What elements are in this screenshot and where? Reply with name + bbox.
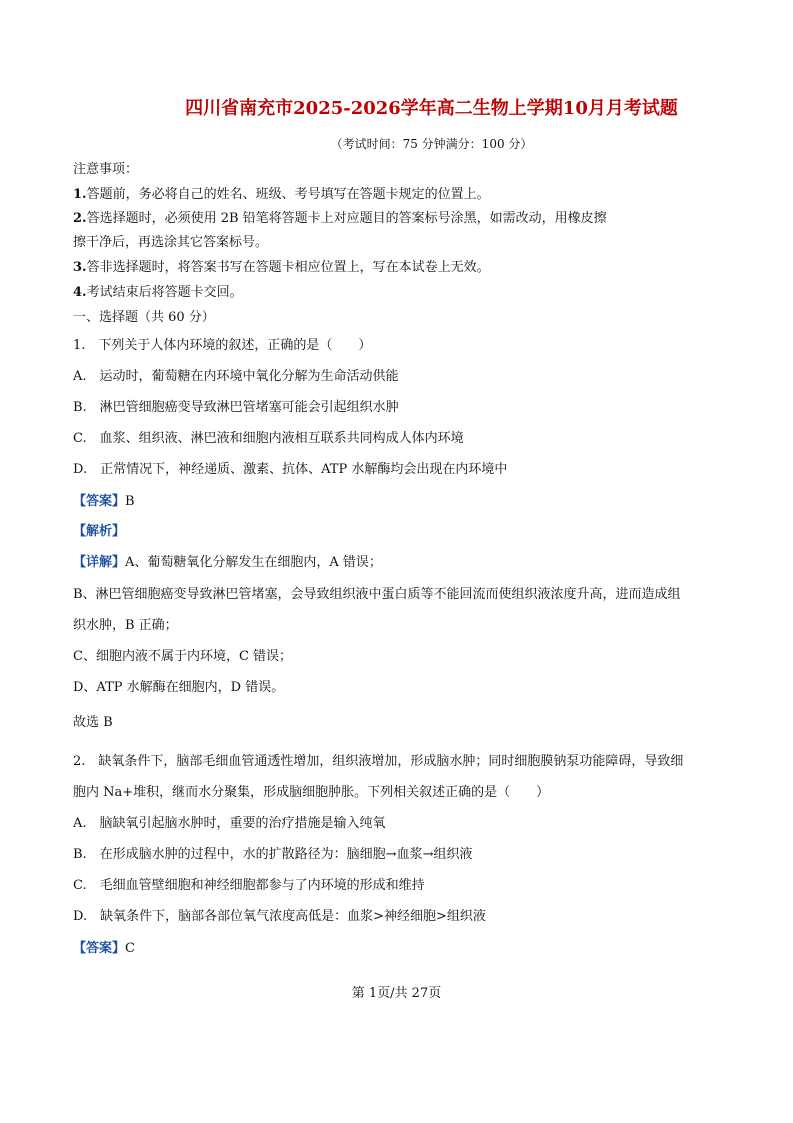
question-1-detail-line: 织水肿，B 正确； [73,618,178,633]
note-item: 4.考试结束后将答题卡交回。 [73,285,243,300]
question-2-option-b: B. 在形成脑水肿的过程中，水的扩散路径为：脑细胞→血浆→组织液 [73,847,473,862]
question-1-option-a: A. 运动时，葡萄糖在内环境中氧化分解为生命活动供能 [73,369,399,384]
question-2-stem-line: 2. 缺氧条件下，脑部毛细血管通透性增加，组织液增加，形成脑水肿；同时细胞膜钠泵功能障碍，导致细 [73,754,684,769]
exam-info: （考试时间：75 分钟满分：100 分） [330,137,533,151]
question-1-option-b: B. 淋巴管细胞癌变导致淋巴管堵塞可能会引起组织水肿 [73,400,399,415]
question-1-option-c: C. 血浆、组织液、淋巴液和细胞内液相互联系共同构成人体内环境 [73,431,464,446]
question-1-detail-line: D、ATP 水解酶在细胞内，D 错误。 [73,680,285,695]
note-item: 1.答题前，务必将自己的姓名、班级、考号填写在答题卡规定的位置上。 [73,187,490,202]
question-1-conclusion: 故选 B [73,715,113,730]
question-2-option-a: A. 脑缺氧引起脑水肿时，重要的治疗措施是输入纯氧 [73,816,386,831]
question-2-option-c: C. 毛细血管壁细胞和神经细胞都参与了内环境的形成和维持 [73,878,425,893]
question-1-option-d: D. 正常情况下，神经递质、激素、抗体、ATP 水解酶均会出现在内环境中 [73,462,508,477]
question-1-stem: 1. 下列关于人体内环境的叙述，正确的是（ ） [73,338,372,353]
page-number: 第 1页/共 27页 [351,986,442,1001]
question-2-stem-line: 胞内 Na+堆积，继而水分聚集，形成脑细胞肿胀。下列相关叙述正确的是（ ） [73,785,550,800]
question-1-detail: 【详解】A、葡萄糖氧化分解发生在细胞内，A 错误； [73,555,382,570]
notes-heading: 注意事项： [73,162,139,177]
note-item-continued: 擦干净后，再选涂其它答案标号。 [73,235,269,250]
note-item: 3.答非选择题时，将答案书写在答题卡相应位置上，写在本试卷上无效。 [73,260,490,275]
question-1-analysis-heading: 【解析】 [73,524,126,539]
section-heading: 一、选择题（共 60 分） [73,310,215,325]
note-item: 2.答选择题时，必须使用 2B 铅笔将答题卡上对应题目的答案标号涂黑，如需改动，用橡皮擦 [73,211,607,226]
question-2-answer: 【答案】C [73,941,135,956]
question-1-detail-line: C、细胞内液不属于内环境，C 错误； [73,649,293,664]
question-1-answer: 【答案】B [73,494,135,509]
question-2-option-d: D. 缺氧条件下，脑部各部位氧气浓度高低是：血浆>神经细胞>组织液 [73,909,486,924]
page-title: 四川省南充市2025-2026学年高二生物上学期10月月考试题 [185,98,678,119]
question-1-detail-line: B、淋巴管细胞癌变导致淋巴管堵塞，会导致组织液中蛋白质等不能回流而使组织液浓度升高，进而造成组 [73,587,681,602]
